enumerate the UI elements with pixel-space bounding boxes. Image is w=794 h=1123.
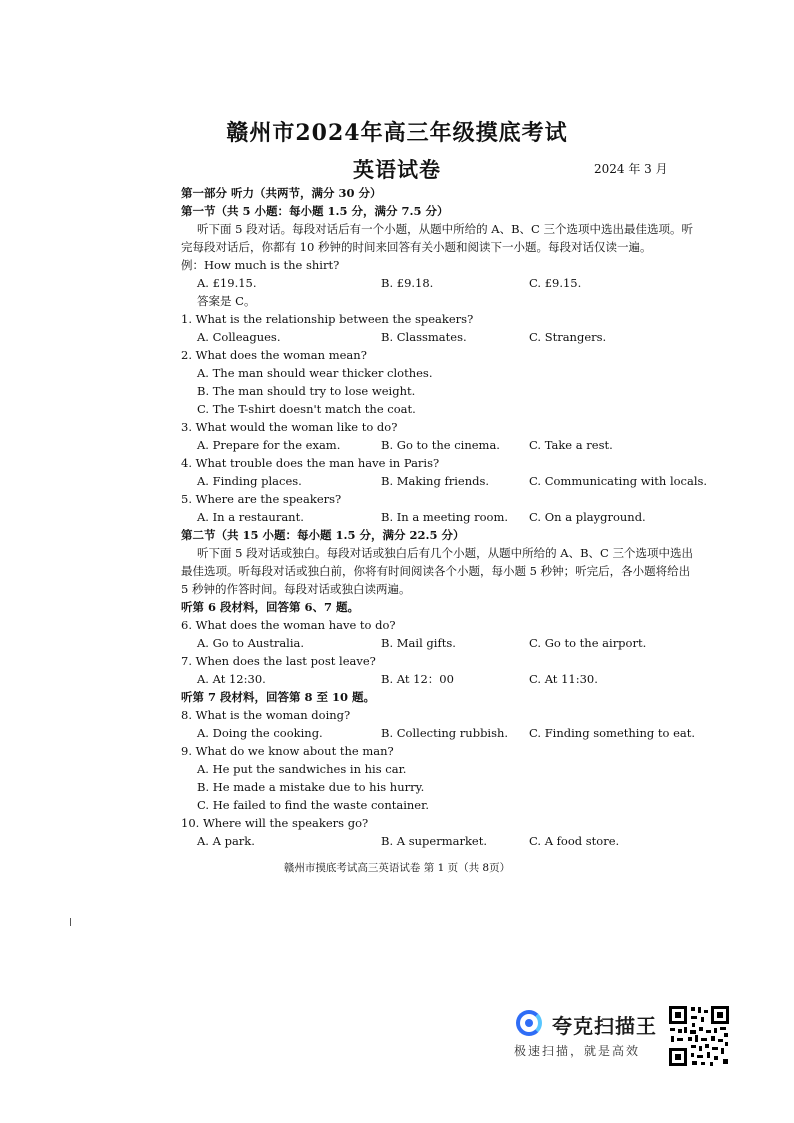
option-b: B. At 12：00 (381, 672, 454, 686)
option-c: C. A food store. (529, 834, 620, 848)
question-1-options (181, 328, 701, 346)
option-c: C. He failed to find the waste container. (197, 798, 429, 812)
question-8-options (181, 724, 701, 742)
option-b: B. In a meeting room. (381, 510, 509, 524)
exam-body (181, 184, 708, 850)
part1-heading: 第一部分 听力（共两节，满分 30 分） (181, 186, 382, 200)
question-6-options (181, 634, 701, 652)
option-c: C. On a playground. (529, 510, 646, 524)
exam-title: 赣州市2024年高三年级摸底考试 (226, 120, 568, 146)
section1-heading: 第一节（共 5 小题：每小题 1.5 分，满分 7.5 分） (181, 204, 449, 218)
option-a: A. A park. (197, 834, 255, 848)
option-b: B. Mail gifts. (381, 636, 456, 650)
option-b: B. Collecting rubbish. (381, 726, 509, 740)
example-question: 例：How much is the shirt? (181, 258, 340, 272)
qr-code-icon (667, 1004, 731, 1068)
option-a: A. Prepare for the exam. (197, 438, 341, 452)
question-2: 2. What does the woman mean? (181, 348, 367, 362)
section2-heading: 第二节（共 15 小题：每小题 1.5 分，满分 22.5 分） (181, 528, 465, 542)
question-6: 6. What does the woman have to do? (181, 618, 396, 632)
scan-mark (70, 918, 71, 926)
exam-subtitle: 英语试卷 (353, 157, 441, 182)
option-a: A. The man should wear thicker clothes. (197, 366, 433, 380)
question-7: 7. When does the last post leave? (181, 654, 376, 668)
question-3: 3. What would the woman like to do? (181, 420, 398, 434)
example-options (181, 274, 701, 292)
option-a: A. £19.15. (197, 276, 257, 290)
section1-instructions: 听下面 5 段对话。每段对话后有一个小题，从题中所给的 A、B、C 三个选项中选出最佳选项。听完每段对话后，你都有 10 秒钟的时间来回答有关小题和阅读下一小题。每段对话仅读一遍。 (181, 222, 693, 254)
question-4: 4. What trouble does the man have in Paris? (181, 456, 440, 470)
option-a: A. Go to Australia. (197, 636, 305, 650)
option-a: A. Finding places. (197, 474, 302, 488)
option-a: A. He put the sandwiches in his car. (197, 762, 407, 776)
option-c: C. Go to the airport. (529, 636, 647, 650)
option-b: B. Classmates. (381, 330, 467, 344)
question-4-options (181, 472, 708, 490)
option-a: A. In a restaurant. (197, 510, 304, 524)
option-b: B. A supermarket. (381, 834, 488, 848)
question-5-options (181, 508, 701, 526)
option-c: C. The T-shirt doesn't match the coat. (197, 402, 416, 416)
question-10-options (181, 832, 701, 850)
option-c: C. Communicating with locals. (529, 474, 708, 488)
material-6-heading: 听第 6 段材料，回答第 6、7 题。 (181, 600, 360, 614)
question-3-options (181, 436, 701, 454)
quark-logo-icon (516, 1010, 542, 1036)
option-a: A. Colleagues. (197, 330, 281, 344)
option-b: B. Go to the cinema. (381, 438, 500, 452)
option-c: C. £9.15. (529, 276, 582, 290)
section2-instructions: 听下面 5 段对话或独白。每段对话或独白后有几个小题，从题中所给的 A、B、C 三个选项中选出最佳选项。听每段对话或独白前，你将有时间阅读各个小题，每小题 5 秒钟；听完后，各小题将给出 5 秒钟的作答时间。每段对话或独白读两遍。 (181, 546, 693, 596)
scanner-watermark (514, 1006, 664, 1066)
example-answer: 答案是 C。 (197, 294, 256, 308)
option-c: C. Take a rest. (529, 438, 613, 452)
exam-date: 2024 年 3 月 (594, 162, 668, 176)
option-b: B. He made a mistake due to his hurry. (197, 780, 425, 794)
watermark-brand: 夸克扫描王 (552, 1014, 657, 1038)
watermark-slogan: 极速扫描，就是高效 (514, 1044, 641, 1058)
question-10: 10. Where will the speakers go? (181, 816, 369, 830)
option-b: B. Making friends. (381, 474, 490, 488)
option-b: B. £9.18. (381, 276, 434, 290)
question-9: 9. What do we know about the man? (181, 744, 394, 758)
option-c: C. At 11:30. (529, 672, 598, 686)
question-1: 1. What is the relationship between the speakers? (181, 312, 474, 326)
question-8: 8. What is the woman doing? (181, 708, 351, 722)
option-a: A. At 12:30. (197, 672, 266, 686)
question-7-options (181, 670, 701, 688)
material-7-heading: 听第 7 段材料，回答第 8 至 10 题。 (181, 690, 376, 704)
option-c: C. Strangers. (529, 330, 607, 344)
option-b: B. The man should try to lose weight. (197, 384, 416, 398)
option-c: C. Finding something to eat. (529, 726, 696, 740)
page-footer: 赣州市摸底考试高三英语试卷 第 1 页（共 8页） (283, 862, 511, 874)
question-5: 5. Where are the speakers? (181, 492, 342, 506)
option-a: A. Doing the cooking. (197, 726, 323, 740)
